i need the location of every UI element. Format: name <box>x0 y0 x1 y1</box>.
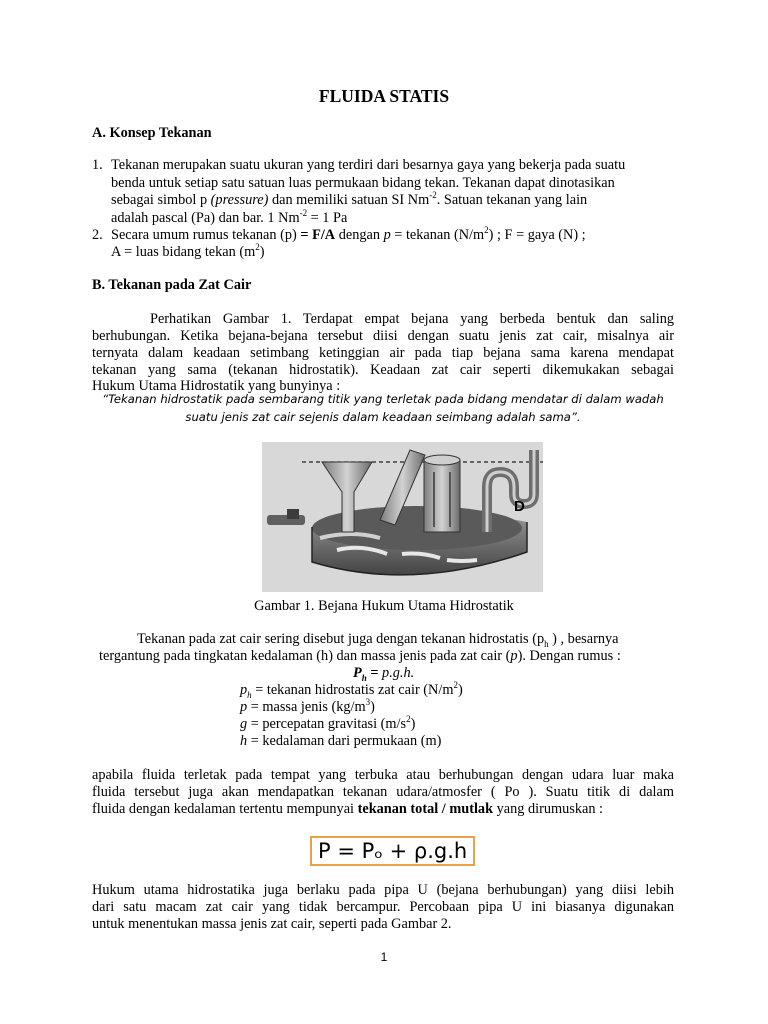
para3-line2: fluida tersebut juga akan mendapatkan tekanan udara/atmosfer ( Po ). Suatu titik di dalam <box>92 784 674 800</box>
item1-number: 1. <box>92 157 103 173</box>
law-quote-line1: “Tekanan hidrostatik pada sembarang titik yang terletak pada bidang mendatar di dalam wadah <box>102 392 664 406</box>
hydrostatic-formula: $P_h = p.g.h$. <box>353 665 415 683</box>
item1-line3: sebagai simbol p (pressure) dan memiliki satuan SI $Nm^{-2}$. Satuan tekanan yang lain <box>111 190 588 208</box>
figure-caption: Gambar 1. Bejana Hukum Utama Hidrostatik <box>254 598 514 614</box>
item1-line1: Tekanan merupakan suatu ukuran yang terdiri dari besarnya gaya yang bekerja pada suatu <box>111 157 626 173</box>
para1-line4: tekanan yang sama (tekanan hidrostatik). Keadaan zat cair seperti dikemukakan sebagai <box>92 362 674 378</box>
total-pressure-formula: P = Pₒ + ρ.g.h <box>310 836 475 866</box>
law-quote-line2: suatu jenis zat cair sejenis dalam keadaan seimbang adalah sama”. <box>185 410 581 424</box>
definition-g: g = percepatan gravitasi $(m/s^2)$ <box>240 714 416 732</box>
para4-line2: dari satu macam zat cair yang tidak bercampur. Percobaan pipa U ini biasanya digunakan <box>92 899 674 915</box>
definition-rho: p = massa jenis $(kg/m^3)$ <box>240 697 375 715</box>
item1-line2: benda untuk setiap satu satuan luas permukaan bidang tekan. Tekanan dapat dinotasikan <box>111 175 615 191</box>
section-b-heading: B. Tekanan pada Zat Cair <box>92 277 252 293</box>
item2-line1: Secara umum rumus tekanan (p) = F/A dengan p = tekanan $(N/m^2)$ ; F = gaya (N) ; <box>111 225 586 243</box>
para3-line1: apabila fluida terletak pada tempat yang terbuka atau berhubungan dengan udara luar maka <box>92 767 674 783</box>
vessel-d-label: D <box>514 498 525 515</box>
para1-line5: Hukum Utama Hidrostatik yang bunyinya : <box>92 378 341 394</box>
definition-ph: $p_h$ = tekanan hidrostatis zat cair $(N/m^2)$ <box>240 680 463 700</box>
item2-line2: A = luas bidang tekan $(m^2)$ <box>111 242 265 260</box>
para1-line2: berhubungan. Ketika bejana-bejana tersebut diisi dengan suatu jenis zat cair, misalnya air <box>92 328 674 344</box>
item2-number: 2. <box>92 227 103 243</box>
page-title: FLUIDA STATIS <box>318 86 450 106</box>
definition-h: h = kedalaman dari permukaan (m) <box>240 733 442 749</box>
para1-line3: ternyata dalam keadaan setimbang ketinggian air pada tiap bejana sama karena mendapat <box>92 345 674 361</box>
para1-line1: Perhatikan Gambar 1. Terdapat empat bejana yang berbeda bentuk dan saling <box>150 311 674 327</box>
vessel-illustration <box>262 442 543 592</box>
para3-line3: fluida dengan kedalaman tertentu mempunyai tekanan total / mutlak yang dirumuskan : <box>92 801 604 817</box>
para4-line1: Hukum utama hidrostatika juga berlaku pada pipa U (bejana berhubungan) yang diisi lebih <box>92 882 674 898</box>
para2-line1: Tekanan pada zat cair sering disebut juga dengan tekanan hidrostatis ($p_h$ ) , besarnya <box>137 631 619 649</box>
section-a-heading: A. Konsep Tekanan <box>92 125 212 141</box>
vessel-figure <box>262 442 543 592</box>
para2-line2: tergantung pada tingkatan kedalaman (h) dan massa jenis pada zat cair (p). Dengan rumus : <box>99 648 621 664</box>
para4-line3: untuk menentukan massa jenis zat cair, seperti pada Gambar 2. <box>92 916 452 932</box>
item1-line4: adalah pascal (Pa) dan bar. 1 $Nm^{-2} = 1$ Pa <box>111 208 348 226</box>
page-number: 1 <box>380 950 388 964</box>
